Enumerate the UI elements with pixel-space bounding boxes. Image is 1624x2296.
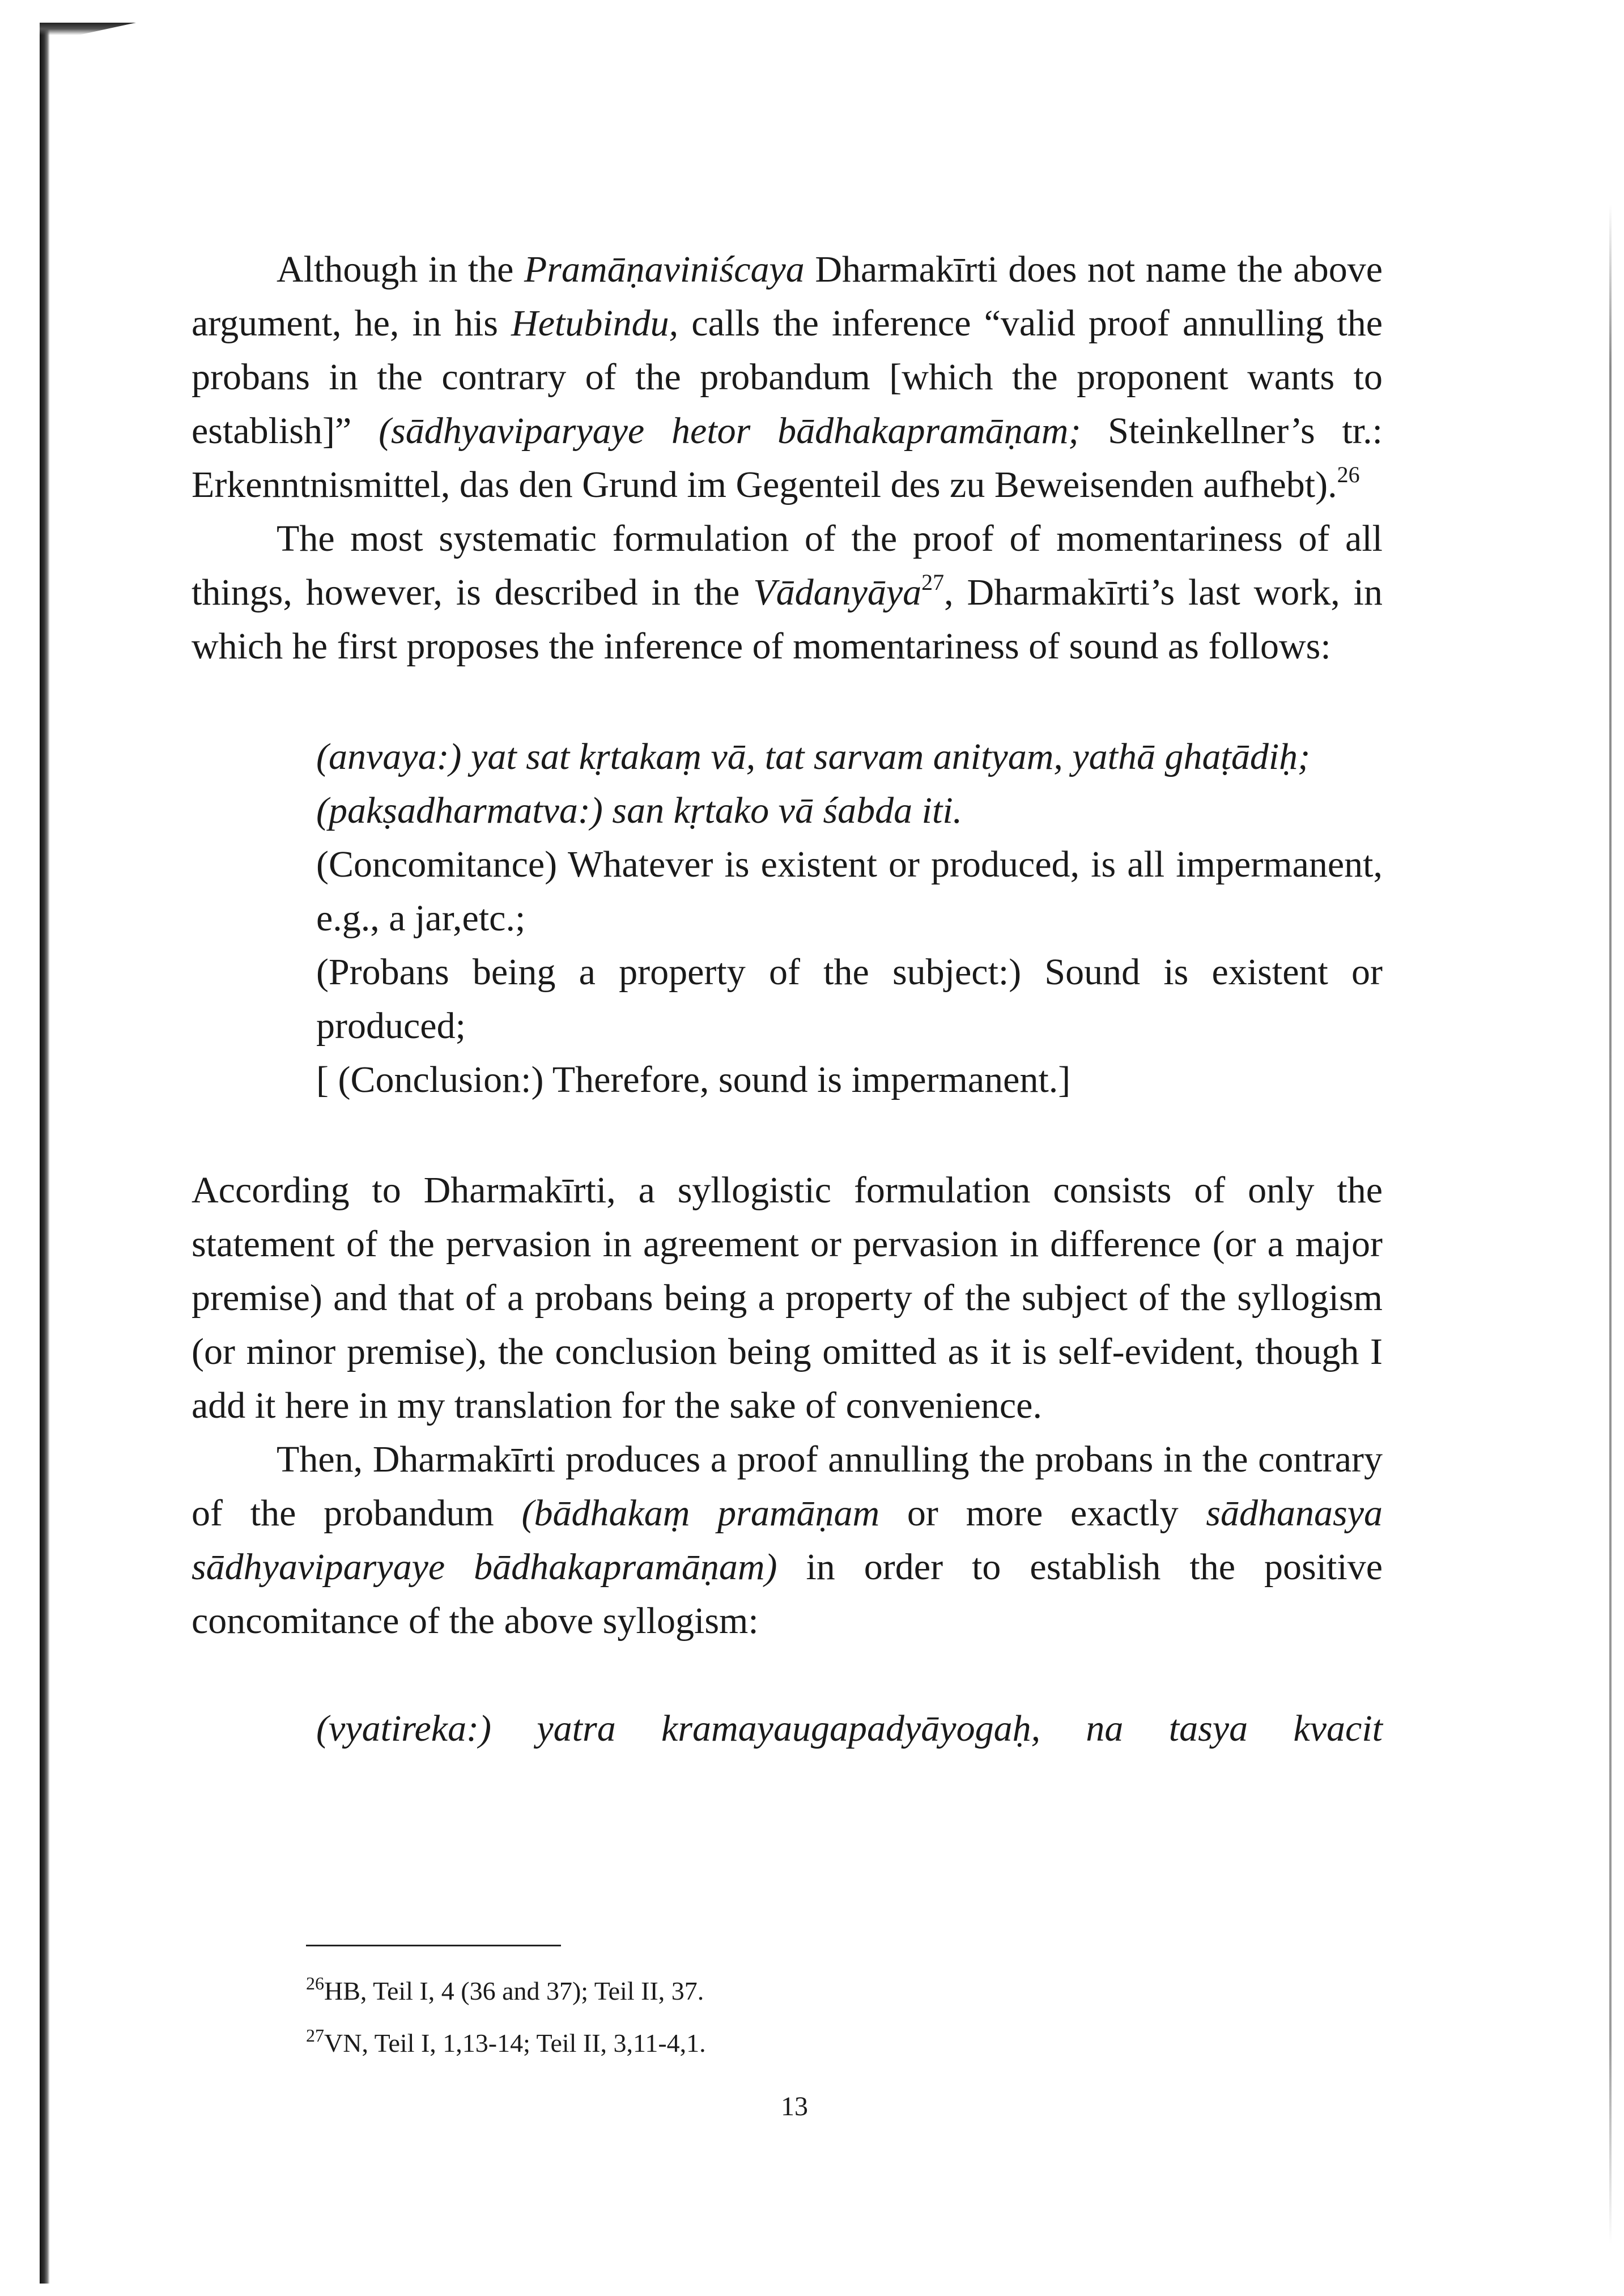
quote-line-paksadharmatva: (pakṣadharmatva:) san kṛtako vā śabda iti. <box>316 790 963 831</box>
spacer <box>192 1648 1383 1702</box>
block-quote-syllogism <box>316 730 1383 1107</box>
paragraph-syllogistic-formulation: According to Dharmakīrti, a syllogistic formulation consists of only the statement of the pervasion in agreement or pervasion in difference (or a major premise) and that of a probans being a property of the subject of the syllogism (or minor premise), the conclusion being omitted as it is self-evident, though I add it here in my translation for the sake of convenience. <box>192 1170 1383 1426</box>
spacer <box>192 1107 1383 1163</box>
quote-line-anvaya: (anvaya:) yat sat kṛtakaṃ vā, tat sarvam anityam, yathā ghaṭādiḥ; <box>316 736 1311 777</box>
paragraph-vadanyaya: The most systematic formulation of the proof of momentariness of all things, however, is described in the Vādanyāya$^{27}$, Dharmakīrti’s last work, in which he first proposes the inference of momentariness of sound as follows: <box>192 518 1383 667</box>
footnote-separator <box>306 1945 561 1946</box>
footnote-27: $^{27}$VN, Teil I, 1,13-14; Teil II, 3,11-4,1. <box>306 2025 706 2057</box>
scan-shadow-corner <box>40 23 136 35</box>
body-text <box>192 243 1383 1755</box>
footnote-ref-27[interactable]: 27 <box>921 569 945 595</box>
scan-shadow-right <box>1609 204 1612 2244</box>
footnote-26: $^{26}$HB, Teil I, 4 (36 and 37); Teil II, 37. <box>306 1973 704 2005</box>
quote-line-concomitance: (Concomitance) Whatever is existent or produced, is all impermanent, e.g., a jar,etc.; <box>316 844 1383 939</box>
scan-shadow-left <box>40 23 50 2284</box>
footnotes <box>306 1965 1383 2069</box>
paragraph-proof-annulling: Then, Dharmakīrti produces a proof annulling the probans in the contrary of the probandum (bādhakaṃ pramāṇam or more exactly sādhanasya sādhyaviparyaye bādhakapramāṇam) in order to establish the positive concomitance of the above syllogism: <box>192 1439 1383 1642</box>
quote-line-vyatireka: (vyatireka:) yatra kramayaugapadyāyogaḥ, na tasya kvacit <box>316 1708 1383 1749</box>
page-number: 13 <box>781 2091 808 2121</box>
paragraph-hetubindu: Although in the Pramāṇaviniścaya Dharmakīrti does not name the above argument, he, in his Hetubindu, calls the inference “valid proof annulling the probans in the contrary of the probandum [which the proponent wants to establish]” (sādhyaviparyaye hetor bādhakapramāṇam; Steinkellner’s tr.: Erkenntnismittel, das den Grund im Gegenteil des zu Beweisenden aufhebt).$^{26}$ <box>192 249 1383 505</box>
quote-line-conclusion: [ (Conclusion:) Therefore, sound is impermanent.] <box>316 1059 1071 1100</box>
spacer <box>192 673 1383 730</box>
footnote-ref-26[interactable]: 26 <box>1337 462 1360 487</box>
quote-line-probans: (Probans being a property of the subject:) Sound is existent or produced; <box>316 951 1383 1047</box>
block-quote-vyatireka <box>316 1702 1383 1755</box>
